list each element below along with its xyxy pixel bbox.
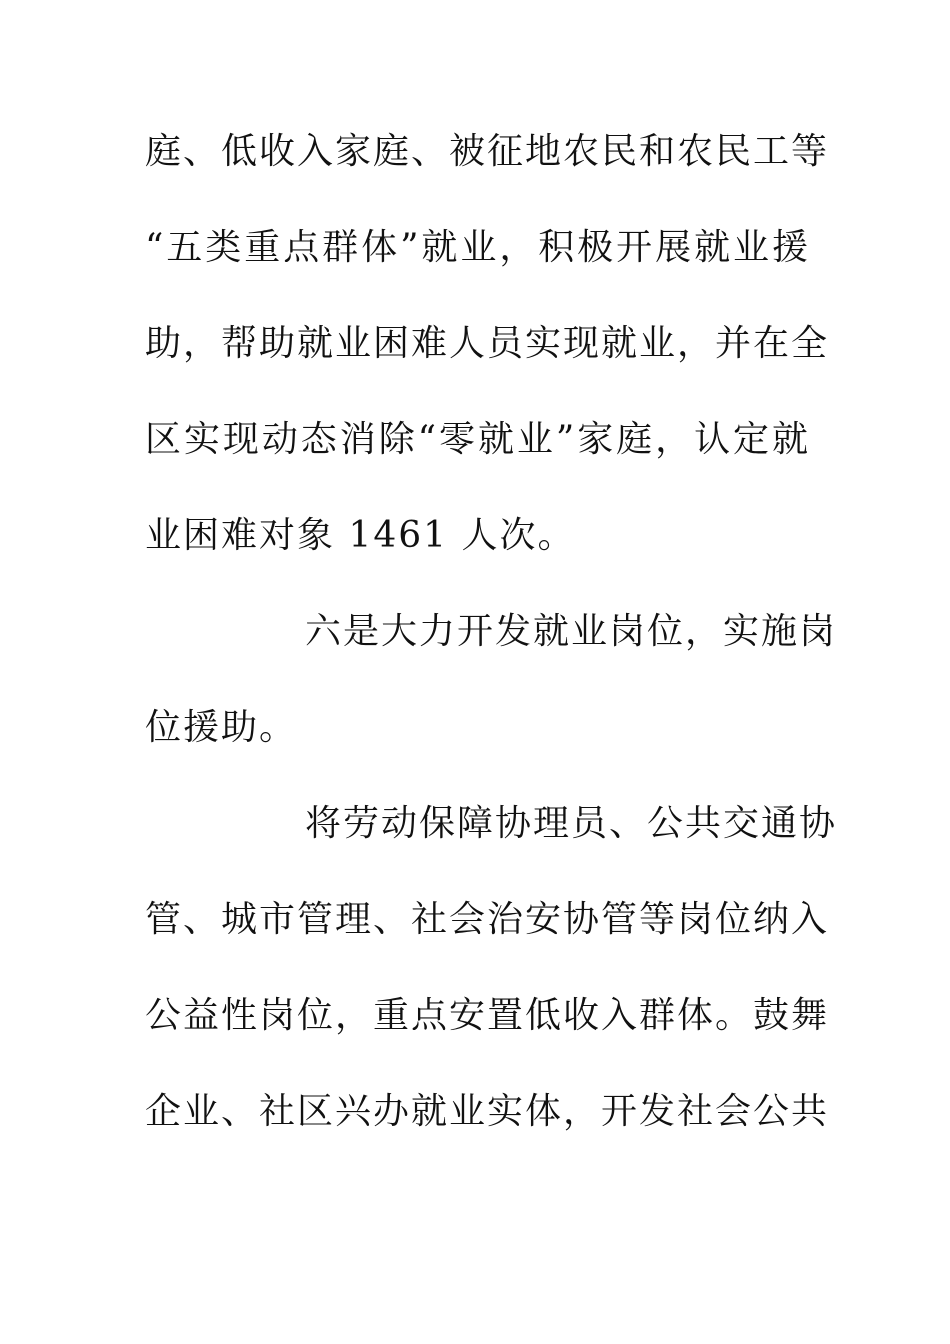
text-line: 公益性岗位，重点安置低收入群体。鼓舞: [145, 995, 830, 1036]
text-line: 将劳动保障协理员、公共交通协: [305, 803, 838, 844]
text-line: 六是大力开发就业岗位，实施岗: [305, 611, 838, 652]
text-line: 庭、低收入家庭、被征地农民和农民工等: [145, 131, 830, 172]
paragraph-public-welfare-positions: [145, 776, 838, 1160]
text-line: 管、城市管理、社会治安协管等岗位纳入: [145, 899, 830, 940]
text-line: 业困难对象 1461 人次。: [145, 515, 576, 556]
text-line: 企业、社区兴办就业实体，开发社会公共: [145, 1091, 830, 1132]
paragraph-job-development-heading: [145, 584, 838, 776]
text-line: “五类重点群体”就业，积极开展就业援: [145, 227, 810, 268]
text-line: 位援助。: [145, 707, 298, 748]
text-line: 助，帮助就业困难人员实现就业，并在全: [145, 323, 830, 364]
text-line: 区实现动态消除“零就业”家庭，认定就: [145, 419, 810, 460]
paragraph-employment-assistance: [145, 104, 830, 584]
